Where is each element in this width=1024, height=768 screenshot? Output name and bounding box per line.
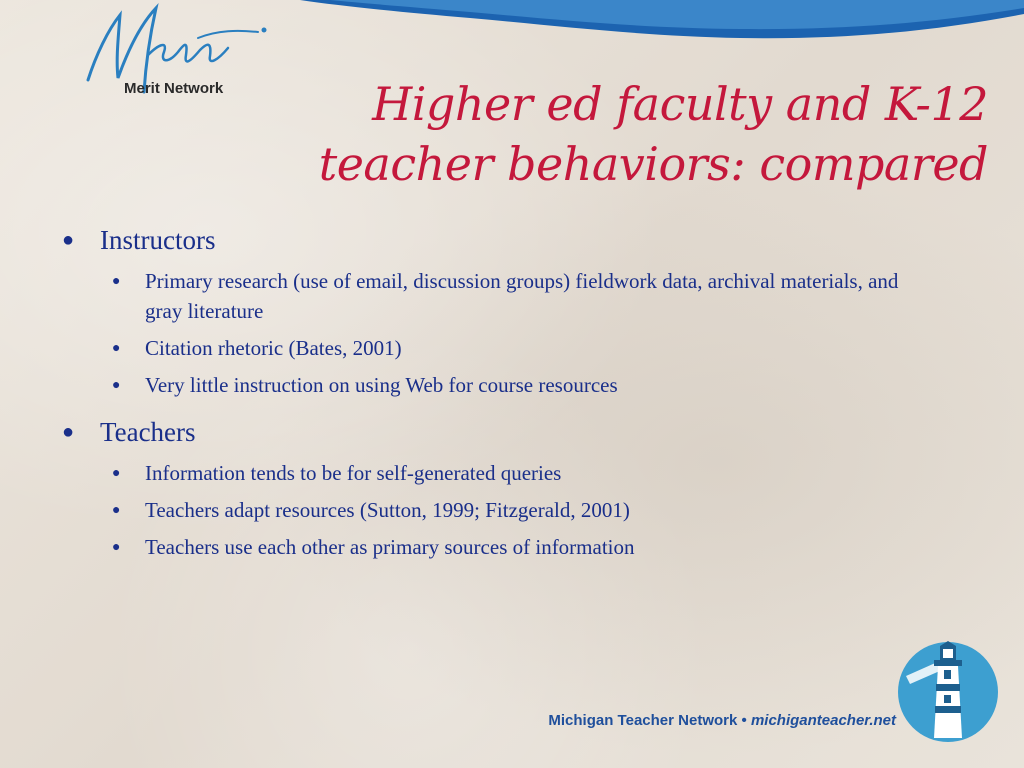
bullet-icon: ● xyxy=(112,341,121,356)
section-heading-text: Instructors xyxy=(100,225,216,255)
bullet-icon: ● xyxy=(112,274,121,289)
bullet-icon: ● xyxy=(112,540,121,555)
bullet-icon: ● xyxy=(112,378,121,393)
footer-network-name: Michigan Teacher Network xyxy=(548,712,738,729)
section-heading-instructors xyxy=(60,222,940,258)
title-line-2: teacher behaviors: compared xyxy=(318,137,988,191)
list-item xyxy=(60,458,940,488)
lighthouse-icon xyxy=(896,640,1000,744)
list-item xyxy=(60,333,940,363)
list-item xyxy=(60,266,940,326)
bullet-icon: ● xyxy=(62,229,75,251)
slide-title xyxy=(228,74,988,194)
section-heading-text: Teachers xyxy=(100,417,196,447)
footer-separator: • xyxy=(741,712,747,729)
list-item-text: Information tends to be for self-generated queries xyxy=(145,461,562,485)
slide-content xyxy=(60,222,940,569)
bullet-icon: ● xyxy=(62,421,75,443)
bullet-icon: ● xyxy=(112,503,121,518)
bullet-icon: ● xyxy=(112,466,121,481)
list-item xyxy=(60,370,940,400)
list-item-text: Teachers adapt resources (Sutton, 1999; Fitzgerald, 2001) xyxy=(145,498,630,522)
list-item xyxy=(60,495,940,525)
footer xyxy=(548,712,896,729)
list-item xyxy=(60,532,940,562)
list-item-text: Very little instruction on using Web for course resources xyxy=(145,373,618,397)
footer-url: michiganteacher.net xyxy=(750,712,896,729)
title-line-1: Higher ed faculty and K-12 xyxy=(372,77,988,131)
logo-name: Merit Network xyxy=(124,80,224,97)
list-item-text: Teachers use each other as primary sources of information xyxy=(145,535,635,559)
list-item-text: Citation rhetoric (Bates, 2001) xyxy=(145,336,402,360)
list-item-text: Primary research (use of email, discussion groups) fieldwork data, archival materials, and gray literature xyxy=(145,269,899,323)
section-heading-teachers xyxy=(60,414,940,450)
